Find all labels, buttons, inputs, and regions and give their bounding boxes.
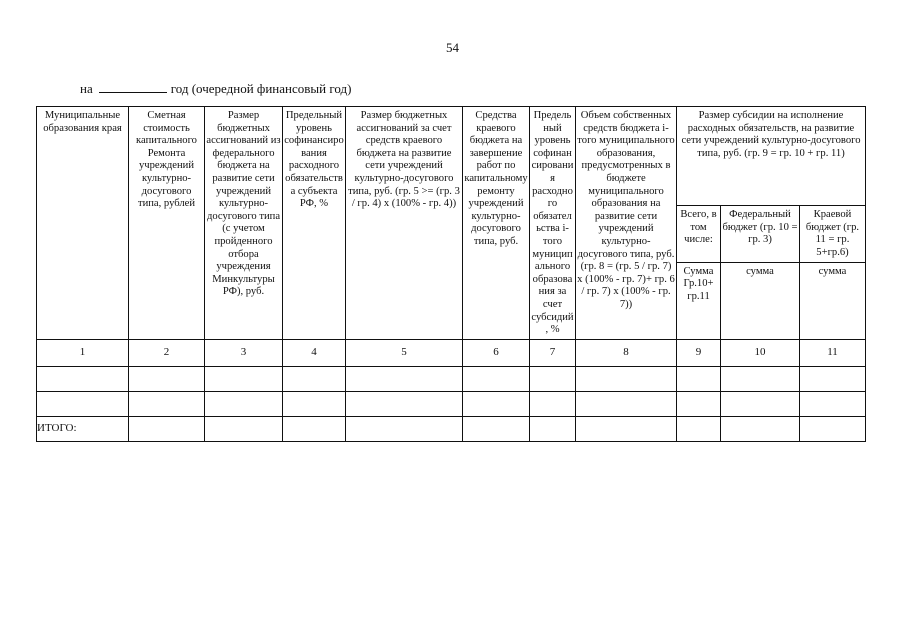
column-number: 1 — [37, 339, 129, 366]
table-cell[interactable] — [721, 416, 800, 441]
header-regional-allocations: Размер бюджетных ассигнований за счет средств краевого бюджета на развитие сети учреждений культурно-досугового типа, руб. (гр. 5 >= (гр. 3 / гр. 4) x (100% - гр. 4)) — [346, 107, 463, 340]
table-cell[interactable] — [346, 416, 463, 441]
table-cell[interactable] — [129, 416, 205, 441]
heading-prefix: на — [80, 81, 93, 96]
subheader-total: Всего, в том числе: — [677, 206, 721, 262]
table-cell[interactable] — [677, 366, 721, 391]
header-cofinancing-level-municipal: Предельный уровень софинансирования расходного обязательства i-того муниципального образования за счет субсидий, % — [530, 107, 576, 340]
total-row — [37, 416, 866, 441]
header-municipalities: Муниципальные образования края — [37, 107, 129, 340]
header-own-funds: Объем собственных средств бюджета i-того муниципального образования, предусмотренных в бюджете муниципального образования на развитие сети учреждений культурно-досугового типа, руб. (гр. 8 = (гр. 5 / гр. 7) x (100% - гр. 7)+ гр. 6 / гр. 7) x (100% - гр. 7)) — [576, 107, 677, 340]
table-cell[interactable] — [283, 391, 346, 416]
header-cofinancing-level-subject: Предельный уровень софинансирования расходного обязательства субъекта РФ, % — [283, 107, 346, 340]
table-cell[interactable] — [463, 391, 530, 416]
table-cell[interactable] — [283, 366, 346, 391]
column-number: 11 — [800, 339, 866, 366]
heading-suffix: год (очередной финансовый год) — [170, 81, 352, 96]
year-blank-line — [99, 80, 167, 93]
table-cell[interactable] — [576, 366, 677, 391]
column-number: 7 — [530, 339, 576, 366]
table-cell[interactable] — [129, 366, 205, 391]
subsub-sum-regional: сумма — [800, 262, 866, 339]
subheader-regional: Краевой бюджет (гр. 11 = гр. 5+гр.6) — [800, 206, 866, 262]
column-number: 4 — [283, 339, 346, 366]
header-federal-allocations: Размер бюджетных ассигнований из федерального бюджета на развитие сети учреждений культурно-досугового типа (с учетом пройденного отбора учреждения Минкультуры РФ), руб. — [205, 107, 283, 340]
table-cell[interactable] — [205, 366, 283, 391]
column-number: 8 — [576, 339, 677, 366]
table-cell[interactable] — [677, 416, 721, 441]
subsub-sum-federal: сумма — [721, 262, 800, 339]
table-cell[interactable] — [800, 416, 866, 441]
column-number: 9 — [677, 339, 721, 366]
header-estimated-cost: Сметная стоимость капитального Ремонта учреждений культурно-досугового типа, рублей — [129, 107, 205, 340]
table-cell[interactable] — [721, 366, 800, 391]
table-cell[interactable] — [346, 391, 463, 416]
table-cell[interactable] — [530, 366, 576, 391]
subsub-sum-total: Сумма Гр.10+ гр.11 — [677, 262, 721, 339]
table-cell[interactable] — [37, 366, 129, 391]
subheader-federal: Федеральный бюджет (гр. 10 = гр. 3) — [721, 206, 800, 262]
table-cell[interactable] — [346, 366, 463, 391]
table-cell[interactable] — [677, 391, 721, 416]
header-row — [37, 107, 866, 206]
table-cell[interactable] — [576, 416, 677, 441]
table-cell[interactable] — [129, 391, 205, 416]
column-number: 5 — [346, 339, 463, 366]
table-cell[interactable] — [283, 416, 346, 441]
table-cell[interactable] — [37, 391, 129, 416]
table-row — [37, 391, 866, 416]
page-number: 54 — [446, 40, 459, 55]
column-number: 6 — [463, 339, 530, 366]
table-cell[interactable] — [721, 391, 800, 416]
table-cell[interactable] — [530, 391, 576, 416]
table-cell[interactable] — [463, 366, 530, 391]
table-cell[interactable] — [800, 391, 866, 416]
table-cell[interactable] — [576, 391, 677, 416]
table-cell[interactable] — [463, 416, 530, 441]
column-number-row — [37, 339, 866, 366]
total-label: ИТОГО: — [37, 416, 129, 441]
subsidy-table — [36, 106, 866, 442]
table-row — [37, 366, 866, 391]
column-number: 10 — [721, 339, 800, 366]
header-subsidy-size: Размер субсидии на исполнение расходных обязательств, на развитие сети учреждений культурно-досугового типа, руб. (гр. 9 = гр. 10 + гр. 11) — [677, 107, 866, 206]
header-regional-repair-funds: Средства краевого бюджета на завершение работ по капитальному ремонту учреждений культурно-досугового типа, руб. — [463, 107, 530, 340]
table-cell[interactable] — [205, 416, 283, 441]
table-heading — [80, 80, 351, 97]
table-cell[interactable] — [530, 416, 576, 441]
column-number: 2 — [129, 339, 205, 366]
column-number: 3 — [205, 339, 283, 366]
table-cell[interactable] — [800, 366, 866, 391]
table-cell[interactable] — [205, 391, 283, 416]
